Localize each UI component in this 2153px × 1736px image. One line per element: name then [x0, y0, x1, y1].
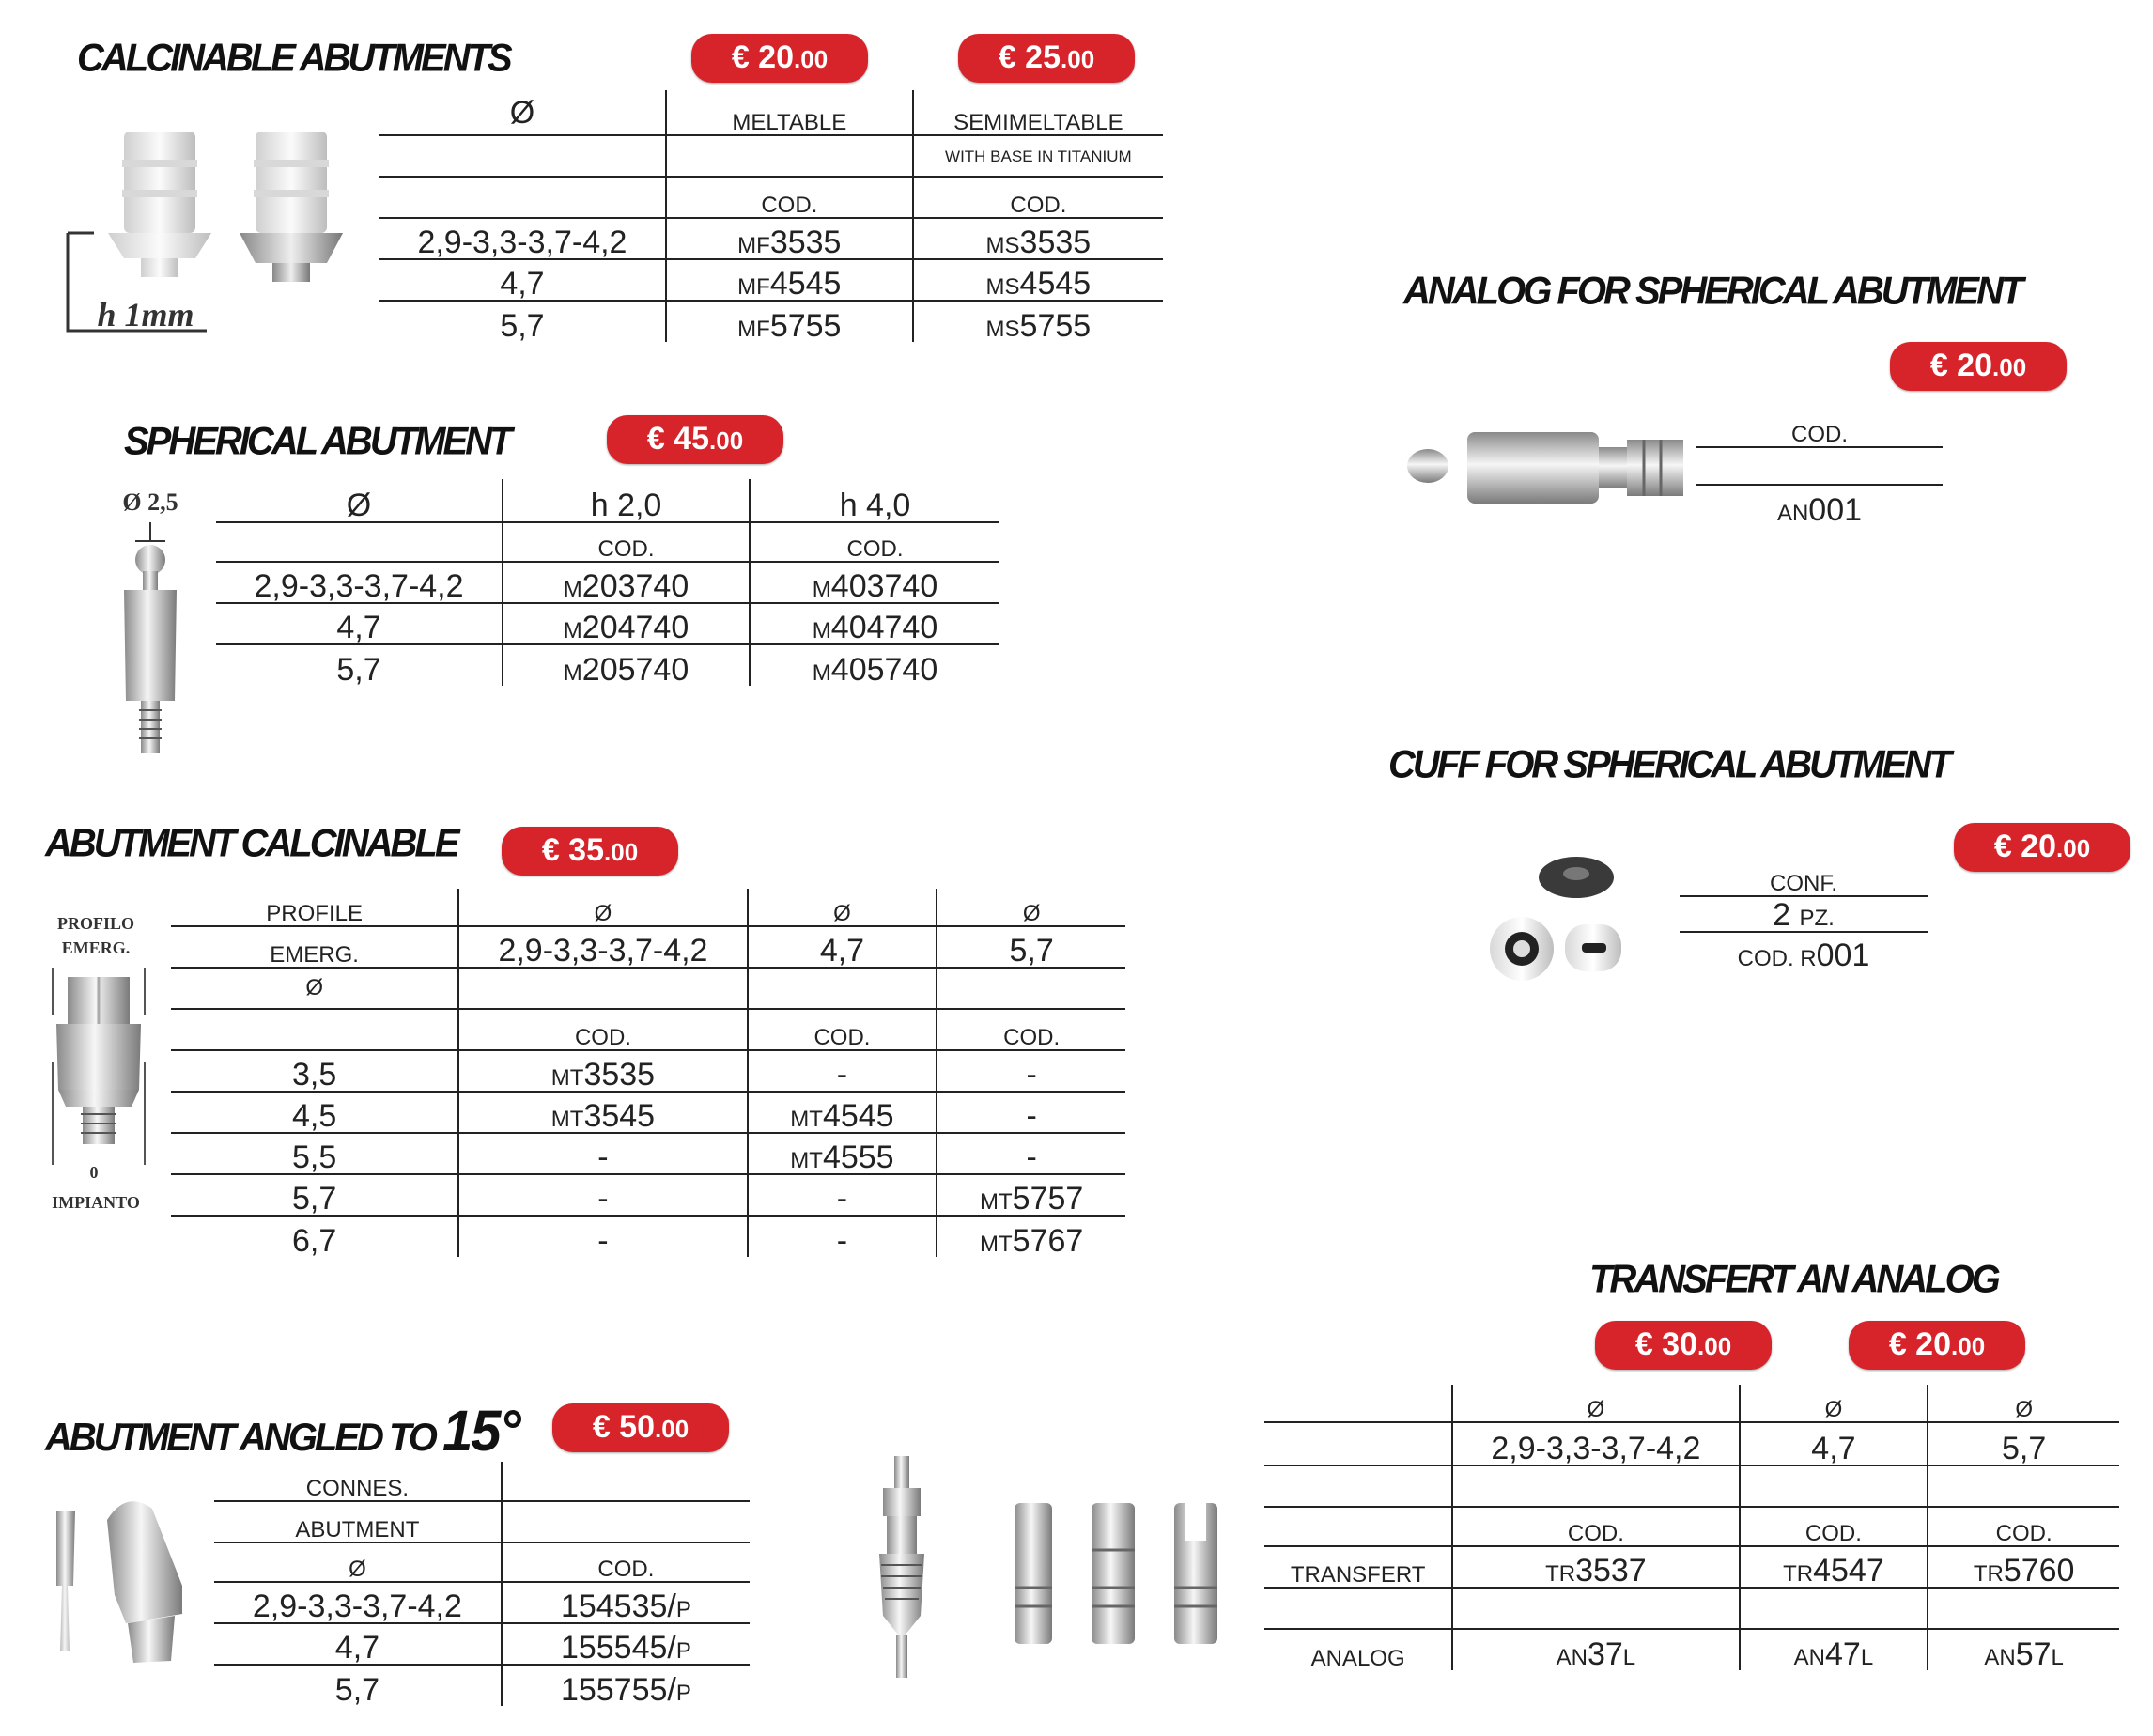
diameter-cell: 5,7 — [379, 301, 666, 342]
code-cell: 155545/ — [560, 1630, 676, 1666]
code-cell: 4555 — [822, 1139, 894, 1175]
spherical-price: € 45.00 — [607, 415, 783, 464]
table-row: AN001 — [1696, 485, 1943, 526]
code-cell: 4545 — [822, 1098, 894, 1134]
code-cell: 3535 — [1019, 225, 1092, 260]
table-row: 3,5 MT3535 - - — [171, 1050, 1125, 1092]
conf-header: CONF. — [1770, 871, 1837, 896]
diameter-symbol: Ø — [458, 889, 747, 926]
code-cell: 57 — [2015, 1636, 2052, 1672]
code-cell: 001 — [1808, 492, 1863, 528]
transfert-price: € 30.00 — [1595, 1321, 1772, 1370]
transfert-analog-image — [845, 1447, 1259, 1691]
calcinable-height-label: h 1mm — [97, 296, 194, 333]
spherical-table — [216, 479, 999, 686]
diameter-symbol: Ø — [214, 1542, 502, 1582]
transfert-title: TRANSFERT AN ANALOG — [1589, 1257, 1998, 1302]
table-row: 2,9-3,3-3,7-4,2 154535/P — [214, 1582, 750, 1623]
abutment-header: ABUTMENT — [214, 1501, 502, 1542]
analog-set-price: € 20.00 — [1849, 1321, 2025, 1370]
cod-header: COD. — [1452, 1507, 1739, 1546]
diameter-group-header: 2,9-3,3-3,7-4,2 — [458, 926, 747, 968]
abutment-calcinable-table — [171, 889, 1125, 1257]
analog-table — [1696, 404, 1943, 526]
spherical-diameter-label: Ø 2,5 — [122, 488, 178, 516]
code-cell: 47 — [1825, 1636, 1861, 1672]
diameter-symbol: Ø — [1740, 1385, 1928, 1422]
diameter-cell: 4,7 — [379, 259, 666, 301]
profile-cell: 5,7 — [171, 1174, 458, 1216]
code-cell: - — [597, 1181, 609, 1217]
transfert-label: TRANSFERT — [1264, 1546, 1452, 1588]
code-cell: 5760 — [2003, 1553, 2075, 1589]
abutment-calcinable-price: € 35.00 — [502, 827, 678, 876]
code-cell: 3535 — [769, 225, 842, 260]
cuff-image — [1484, 845, 1634, 996]
diameter-group-header: 5,7 — [937, 926, 1125, 968]
diameter-cell: 5,7 — [216, 644, 503, 686]
diameter-cell: 2,9-3,3-3,7-4,2 — [216, 562, 503, 603]
spherical-cod-header: COD. — [750, 522, 999, 562]
code-cell: 204740 — [581, 610, 689, 645]
calcinable-table — [379, 90, 1163, 342]
quantity-cell: 2 — [1773, 897, 1791, 933]
diameter-cell: 5,7 — [214, 1665, 502, 1706]
code-cell: 4545 — [1019, 266, 1092, 302]
table-row: 4,7 MF4545 MS4545 — [379, 259, 1163, 301]
diameter-symbol: Ø — [1452, 1385, 1739, 1422]
calcinable-titanium-note: WITH BASE IN TITANIUM — [913, 135, 1163, 177]
table-row: 2,9-3,3-3,7-4,2 M203740 M403740 — [216, 562, 999, 603]
table-row: 5,7 - - MT5757 — [171, 1174, 1125, 1216]
impianto-label: IMPIANTO — [52, 1193, 140, 1212]
table-row: TRANSFERT TR3537 TR4547 TR5760 — [1264, 1546, 2119, 1588]
angled-degree: 15° — [442, 1399, 519, 1464]
spherical-h40-header: h 4,0 — [750, 479, 999, 522]
calcinable-diameter-header: Ø — [509, 94, 535, 131]
diameter-header: 5,7 — [1928, 1422, 2119, 1465]
code-cell: - — [597, 1223, 609, 1259]
table-row: 4,5 MT3545 MT4545 - — [171, 1092, 1125, 1133]
code-cell: - — [836, 1181, 848, 1217]
cod-header: COD. — [1928, 1507, 2119, 1546]
angled-table — [214, 1462, 750, 1706]
table-row: 2,9-3,3-3,7-4,2 MF3535 MS3535 — [379, 218, 1163, 259]
code-cell: 5757 — [1012, 1181, 1084, 1217]
code-cell: 404740 — [830, 610, 938, 645]
zero-label: 0 — [89, 1163, 99, 1182]
calcinable-title: CALCINABLE ABUTMENTS — [77, 36, 510, 81]
code-cell: 4547 — [1813, 1553, 1884, 1589]
code-cell: 4545 — [769, 266, 842, 302]
table-row: 5,7 155755/P — [214, 1665, 750, 1706]
code-cell: 403740 — [830, 568, 938, 604]
table-row: 5,7 MF5755 MS5755 — [379, 301, 1163, 342]
profile-cell: 5,5 — [171, 1133, 458, 1174]
table-row: 4,7 M204740 M404740 — [216, 603, 999, 644]
angled-price: € 50.00 — [552, 1403, 729, 1452]
table-row: 6,7 - - MT5767 — [171, 1216, 1125, 1257]
profilo-emerg-label: PROFILO EMERG. — [56, 914, 134, 957]
analog-title: ANALOG FOR SPHERICAL ABUTMENT — [1403, 269, 2021, 314]
profile-cell: 4,5 — [171, 1092, 458, 1133]
angled-title: ABUTMENT ANGLED TO 15° — [45, 1399, 519, 1464]
code-cell: 3545 — [583, 1098, 656, 1134]
diameter-cell: 2,9-3,3-3,7-4,2 — [379, 218, 666, 259]
code-cell: 154535/ — [560, 1589, 676, 1624]
spherical-title: SPHERICAL ABUTMENT — [124, 419, 510, 464]
code-cell: 3535 — [583, 1057, 656, 1093]
table-row: 2 PZ. — [1680, 896, 1928, 932]
analog-image — [1402, 413, 1693, 517]
code-cell: 37 — [1587, 1636, 1623, 1672]
spherical-cod-header: COD. — [503, 522, 750, 562]
analog-price: € 20.00 — [1890, 342, 2067, 391]
diameter-cell: 4,7 — [214, 1623, 502, 1665]
calcinable-semimeltable-header: SEMIMELTABLE — [913, 90, 1163, 135]
cod-header: COD. — [458, 1009, 747, 1050]
cod-header: COD. — [748, 1009, 937, 1050]
code-cell: 405740 — [830, 652, 938, 688]
code-cell: - — [1026, 1057, 1037, 1093]
code-cell: 5755 — [769, 308, 842, 344]
code-cell: - — [597, 1139, 609, 1175]
cuff-table — [1680, 859, 1928, 971]
code-cell: 205740 — [581, 652, 689, 688]
spherical-diameter-header: Ø — [346, 488, 372, 523]
diameter-symbol: Ø — [748, 889, 937, 926]
calcinable-meltable-price: € 20.00 — [691, 34, 868, 83]
diameter-group-header: 4,7 — [748, 926, 937, 968]
table-row: 5,7 M205740 M405740 — [216, 644, 999, 686]
table-row: 5,5 - MT4555 - — [171, 1133, 1125, 1174]
abutment-calcinable-title: ABUTMENT CALCINABLE — [45, 821, 457, 866]
cod-header: COD. — [937, 1009, 1125, 1050]
profile-header: PROFILE — [266, 901, 363, 926]
diameter-cell: 2,9-3,3-3,7-4,2 — [214, 1582, 502, 1623]
cod-header: COD. — [1740, 1507, 1928, 1546]
analog-label: ANALOG — [1264, 1629, 1452, 1670]
cuff-title: CUFF FOR SPHERICAL ABUTMENT — [1388, 742, 1949, 787]
profile-cell: 3,5 — [171, 1050, 458, 1092]
code-cell: 001 — [1816, 938, 1870, 973]
connes-header: CONNES. — [305, 1476, 410, 1501]
table-row: COD. R001 — [1680, 932, 1928, 971]
code-cell: 5755 — [1019, 308, 1092, 344]
cuff-price: € 20.00 — [1954, 823, 2130, 872]
profile-cell: 6,7 — [171, 1216, 458, 1257]
abutment-calcinable-image — [47, 968, 150, 1174]
calcinable-cod-header: COD. — [666, 177, 913, 218]
table-row: ANALOG AN37L AN47L AN57L — [1264, 1629, 2119, 1670]
code-cell: 203740 — [581, 568, 689, 604]
code-cell: - — [836, 1057, 848, 1093]
code-cell: - — [1026, 1098, 1037, 1134]
calcinable-semimeltable-price: € 25.00 — [958, 34, 1135, 83]
table-row: 4,7 155545/P — [214, 1623, 750, 1665]
cod-header: COD. — [1791, 422, 1848, 447]
code-cell: - — [836, 1223, 848, 1259]
code-cell: 155755/ — [560, 1672, 676, 1708]
diameter-symbol: Ø — [937, 889, 1125, 926]
cod-header: COD. — [502, 1542, 750, 1582]
spherical-abutment-image — [103, 522, 197, 757]
diameter-symbol: Ø — [1928, 1385, 2119, 1422]
code-cell: 5767 — [1012, 1223, 1084, 1259]
calcinable-cod-header: COD. — [913, 177, 1163, 218]
code-cell: - — [1026, 1139, 1037, 1175]
diameter-cell: 4,7 — [216, 603, 503, 644]
diameter-symbol: Ø — [171, 968, 458, 1009]
diameter-header: 2,9-3,3-3,7-4,2 — [1452, 1422, 1739, 1465]
diameter-header: 4,7 — [1740, 1422, 1928, 1465]
spherical-h20-header: h 2,0 — [503, 479, 750, 522]
transfert-table — [1264, 1385, 2119, 1670]
calcinable-meltable-header: MELTABLE — [666, 90, 913, 135]
emerg-header: EMERG. — [171, 926, 458, 968]
angled-abutment-image — [41, 1482, 210, 1670]
code-cell: 3537 — [1575, 1553, 1647, 1589]
